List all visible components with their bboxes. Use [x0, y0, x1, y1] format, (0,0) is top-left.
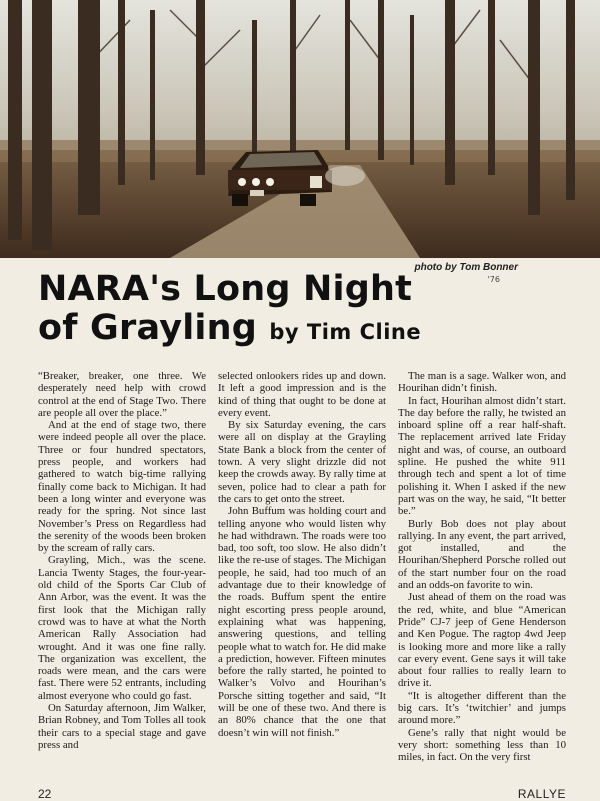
paragraph: And at the end of stage two, there were indeed people all over the place. Three or four hundred spectators, press people, and workers had gathered to watch big-time rallying finally come back to Michigan. It had been a long winter and everyone was ready for the spring. Not since last November’s Press on Regardless had the serenity of the woods been broken by the scream of rally cars.	[38, 419, 206, 555]
paragraph: Gene’s rally that night would be very short: something less than 10 miles, in fact. On the very first	[398, 726, 566, 764]
paragraph: “Breaker, breaker, one three. We desperately need help with crowd control at the end of Stage Two. There are people all over the place.”	[38, 370, 206, 419]
rally-photo	[0, 0, 600, 258]
paragraph: “It is altogether different than the big cars. It’s ‘twitchier’ and jumps around more.”	[398, 689, 566, 727]
paragraph: Grayling, Mich., was the scene. Lancia Twenty Stages, the four-year-old child of the Sports Car Club of Ann Arbor, was the event. It was the first look that the Michigan rally crowd was to have at what the North American Rally Association had wrought. And it was one fine rally. The organization was excellent, the roads were mean, and the cars were fast. There were 52 entrants, including almost everyone who could go fast.	[38, 554, 206, 702]
title-line-1: NARA's Long Night	[38, 269, 413, 309]
byline: by Tim Cline	[269, 320, 422, 344]
title-line-2-text: of Grayling	[38, 308, 257, 348]
magazine-name: RALLYE	[517, 787, 566, 801]
paragraph: By six Saturday evening, the cars were all on display at the Grayling State Bank a block from the center of town. A very slight drizzle did not keep the crowds away. By rally time at seven, police had to clear a path for the cars to get onto the street.	[218, 419, 386, 505]
title-line-2	[38, 309, 558, 352]
paragraph: John Buffum was holding court and telling anyone who would listen why he had withdrawn. The roads were too bad, too soft, too slow. He also didn’t like the re-use of stages. The Michigan people, he said, had too much of an advantage due to their knowledge of the roads. Buffum spent the entire night escorting press people around, explaining what was happening, answering questions, and telling people what to watch for. He did make a prediction, however. Fifteen minutes before the rally started, he pointed to Walker’s Volvo and Hourihan’s Porsche sitting together and said, “It will be one of these two. And there is an 80% chance that the one that doesn’t win will not finish.”	[218, 505, 387, 739]
photo-credit: photo by Tom Bonner	[414, 262, 518, 273]
column-1	[38, 370, 206, 770]
column-3	[398, 370, 566, 770]
page-number: 22	[38, 787, 52, 801]
paragraph: Just ahead of them on the road was the red, white, and blue “American Pride” CJ-7 jeep of Gene Henderson and Ken Pogue. The ragtop 4wd Jeep is looking more and more like a rally car every event. Gene says it will take about four rallies to really learn to drive it.	[398, 591, 566, 690]
paragraph: In fact, Hourihan almost didn’t start. The day before the rally, he twisted an inboard spline off a rear half-shaft. The replacement arrived late Friday night and was, of course, an outboard spline. He pushed the white 911 through tech and spent a lot of time polishing it. When I asked if the new part was on the way, he said, “It better be.”	[398, 394, 566, 518]
article-title	[38, 270, 558, 352]
photo-handwritten-note: '76	[487, 275, 500, 284]
paragraph: On Saturday afternoon, Jim Walker, Brian Robney, and Tom Tolles all took their cars to a special stage and gave press and	[38, 702, 206, 751]
article-body	[38, 370, 566, 770]
paragraph: selected onlookers rides up and down. It left a good impression and is the kind of thing that ought to be done at every event.	[218, 370, 386, 419]
column-2	[218, 370, 386, 770]
paragraph: Burly Bob does not play about rallying. In any event, the part arrived, got installed, and the Hourihan/Shepherd Porsche rolled out of the start number four on the road and an odds-on favorite to win.	[398, 517, 566, 592]
paragraph: The man is a sage. Walker won, and Hourihan didn’t finish.	[398, 370, 566, 395]
